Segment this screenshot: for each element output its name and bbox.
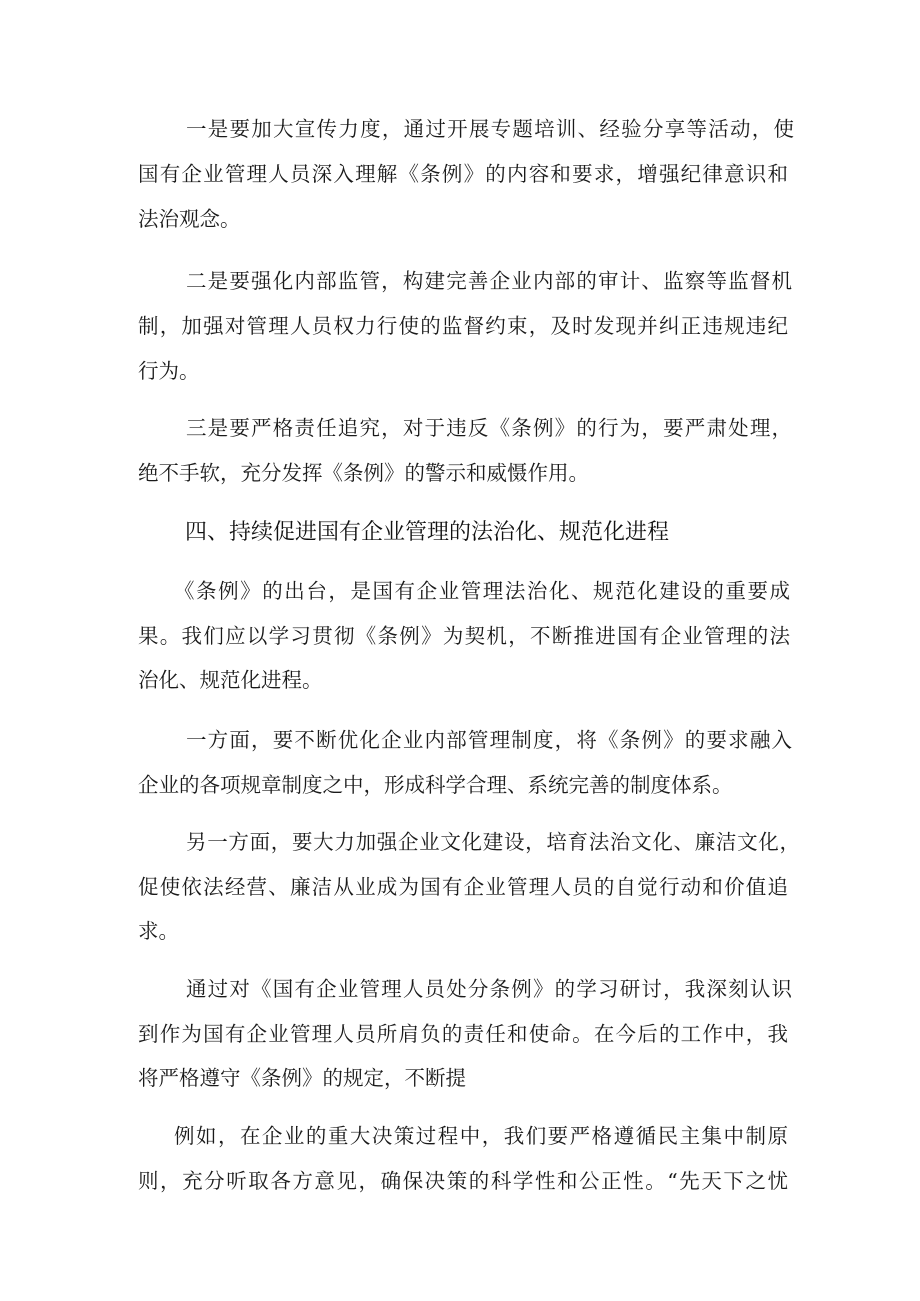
paragraph-2-line-1: 二是要强化内部监管，构建完善企业内部的审计、监察等监督机 (186, 269, 792, 293)
paragraph-3-line-2: 绝不手软，充分发挥《条例》的警示和威慑作用。 (138, 461, 589, 485)
paragraph-3-line-1: 三是要严格责任追究，对于违反《条例》的行为，要严肃处理， (186, 416, 792, 440)
paragraph-8-line-1: 例如，在企业的重大决策过程中，我们要严格遵循民主集中制原 (174, 1124, 788, 1148)
paragraph-6-line-3: 求。 (138, 919, 179, 943)
paragraph-7-line-2: 到作为国有企业管理人员所肩负的责任和使命。在今后的工作中，我 (138, 1022, 788, 1046)
paragraph-4-line-2: 果。我们应以学习贯彻《条例》为契机，不断推进国有企业管理的法 (138, 624, 790, 648)
paragraph-7-line-1: 通过对《国有企业管理人员处分条例》的学习研讨，我深刻认识 (186, 977, 792, 1001)
paragraph-7-line-3: 将严格遵守《条例》的规定，不断提 (138, 1066, 466, 1090)
paragraph-4-line-3: 治化、规范化进程。 (138, 668, 323, 692)
paragraph-5-line-2: 企业的各项规章制度之中，形成科学合理、系统完善的制度体系。 (138, 773, 733, 797)
paragraph-1-line-2: 国有企业管理人员深入理解《条例》的内容和要求，增强纪律意识和 (138, 162, 788, 186)
paragraph-4-line-1: 《条例》的出台，是国有企业管理法治化、规范化建设的重要成 (174, 579, 790, 603)
section-heading: 四、持续促进国有企业管理的法治化、规范化进程 (185, 520, 670, 545)
paragraph-1-line-3: 法治观念。 (138, 207, 241, 231)
paragraph-2-line-2: 制，加强对管理人员权力行使的监督约束，及时发现并纠正违规违纪 (138, 314, 788, 338)
paragraph-6-line-1: 另一方面，要大力加强企业文化建设，培育法治文化、廉洁文化， (186, 830, 800, 854)
paragraph-6-line-2: 促使依法经营、廉洁从业成为国有企业管理人员的自觉行动和价值追 (138, 875, 788, 899)
paragraph-8-line-2: 则，充分听取各方意见，确保决策的科学性和公正性。“先天下之忧 (138, 1169, 788, 1193)
paragraph-5-line-1: 一方面，要不断优化企业内部管理制度，将《条例》的要求融入 (186, 728, 792, 752)
paragraph-2-line-3: 行为。 (138, 359, 200, 383)
paragraph-1-line-1: 一是要加大宣传力度，通过开展专题培训、经验分享等活动，使 (186, 117, 794, 141)
